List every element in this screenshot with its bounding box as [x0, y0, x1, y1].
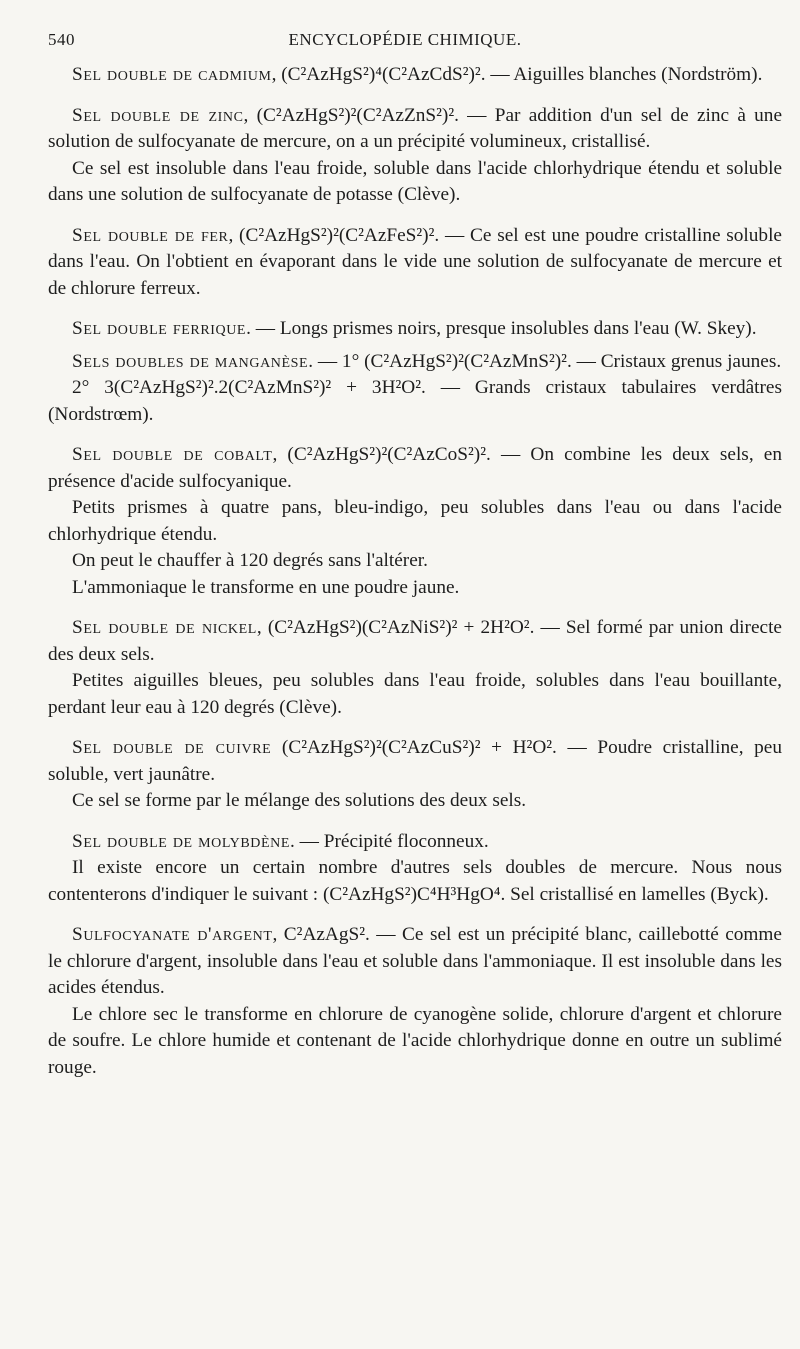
- running-title: ENCYCLOPÉDIE CHIMIQUE.: [288, 30, 522, 49]
- entry-manganese: [48, 349, 782, 376]
- entry-text: , (C²AzHgS²)²(C²AzCoS²)². — On combine les deux sels, en présence d'acide sulfocyanique.: [48, 444, 782, 492]
- entry-title: Sels doubles de manganèse: [72, 350, 309, 372]
- entry-title: Sel double de cobalt: [72, 444, 273, 465]
- page-number: 540: [48, 30, 75, 49]
- entry-text: . — Longs prismes noirs, presque insolubles dans l'eau (W. Skey).: [246, 318, 757, 339]
- entry-cobalt: [48, 442, 782, 495]
- entry-argent: [48, 922, 782, 1002]
- entry-text: , (C²AzHgS²)²(C²AzZnS²)². — Par addition d'un sel de zinc à une solution de sulfocyanate de mercure, on a un précipité volumineux, cristallisé.: [48, 104, 783, 152]
- entry-text: (C²AzHgS²)²(C²AzCuS²)² + H²O². — Poudre cristalline, peu soluble, vert jaunâtre.: [48, 737, 782, 785]
- paragraph: Petites aiguilles bleues, peu solubles dans l'eau froide, solubles dans l'eau bouillante, perdant leur eau à 120 degrés (Clève).: [48, 670, 782, 718]
- paragraph: 2° 3(C²AzHgS²)².2(C²AzMnS²)² + 3H²O². — Grands cristaux tabulaires verdâtres (Nordstrœm).: [48, 377, 782, 425]
- entry-title: Sel double de cuivre: [72, 737, 272, 758]
- entry-zinc: [48, 103, 782, 156]
- entry-title: Sel double de nickel: [72, 617, 257, 638]
- document-page: [48, 30, 782, 1081]
- entry-title: Sel double de zinc: [72, 104, 244, 126]
- entry-title: Sel double de fer: [72, 224, 229, 246]
- entry-cadmium: [48, 62, 782, 89]
- entry-text: . — Précipité floconneux.: [290, 830, 489, 852]
- entry-text: . — 1° (C²AzHgS²)²(C²AzMnS²)². — Cristaux grenus jaunes.: [308, 350, 782, 372]
- page-header: [48, 30, 782, 56]
- paragraph: L'ammoniaque le transforme en une poudre jaune.: [72, 576, 460, 598]
- entry-nickel: [48, 615, 782, 668]
- paragraph: Petits prismes à quatre pans, bleu-indigo, peu solubles dans l'eau ou dans l'acide chlorhydrique étendu.: [48, 497, 782, 545]
- paragraph: Ce sel se forme par le mélange des solutions des deux sels.: [72, 790, 527, 811]
- entry-title: Sel double ferrique: [72, 318, 247, 339]
- entry-fer: [48, 223, 782, 303]
- entry-text: , C²AzAgS². — Ce sel est un précipité blanc, caillebotté comme le chlorure d'argent, insoluble dans l'eau et soluble dans l'ammoniaque. Il est insoluble dans les acides étendus.: [48, 924, 782, 998]
- entry-text: , (C²AzHgS²)⁴(C²AzCdS²)². — Aiguilles blanches (Nordström).: [271, 64, 763, 85]
- entry-text: , (C²AzHgS²)²(C²AzFeS²)². — Ce sel est une poudre cristalline soluble dans l'eau. On l'obtient en évaporant dans le vide une solution de sulfocyanate de mercure et de chlorure ferreux.: [48, 224, 782, 299]
- entry-title: Sulfocyanate d'argent: [72, 924, 273, 945]
- entry-molybdene: [48, 829, 782, 856]
- paragraph: Le chlore sec le transforme en chlorure de cyanogène solide, chlorure d'argent et chlorure de soufre. Le chlore humide et contenant de l'acide chlorhydrique donne en outre un sublimé rouge.: [48, 1003, 782, 1078]
- paragraph: On peut le chauffer à 120 degrés sans l'altérer.: [72, 550, 428, 571]
- entry-cuivre: [48, 735, 782, 788]
- entry-title: Sel double de molybdène: [72, 830, 291, 852]
- entry-ferrique: [48, 316, 782, 343]
- paragraph: Ce sel est insoluble dans l'eau froide, soluble dans l'acide chlorhydrique étendu et soluble dans une solution de sulfocyanate de potasse (Clève).: [48, 157, 782, 205]
- entry-text: , (C²AzHgS²)(C²AzNiS²)² + 2H²O². — Sel formé par union directe des deux sels.: [48, 617, 782, 665]
- entry-title: Sel double de cadmium: [72, 64, 272, 85]
- paragraph: Il existe encore un certain nombre d'autres sels doubles de mercure. Nous nous contenterons d'indiquer le suivant : (C²AzHgS²)C⁴H³HgO⁴. Sel cristallisé en lamelles (Byck).: [48, 857, 782, 905]
